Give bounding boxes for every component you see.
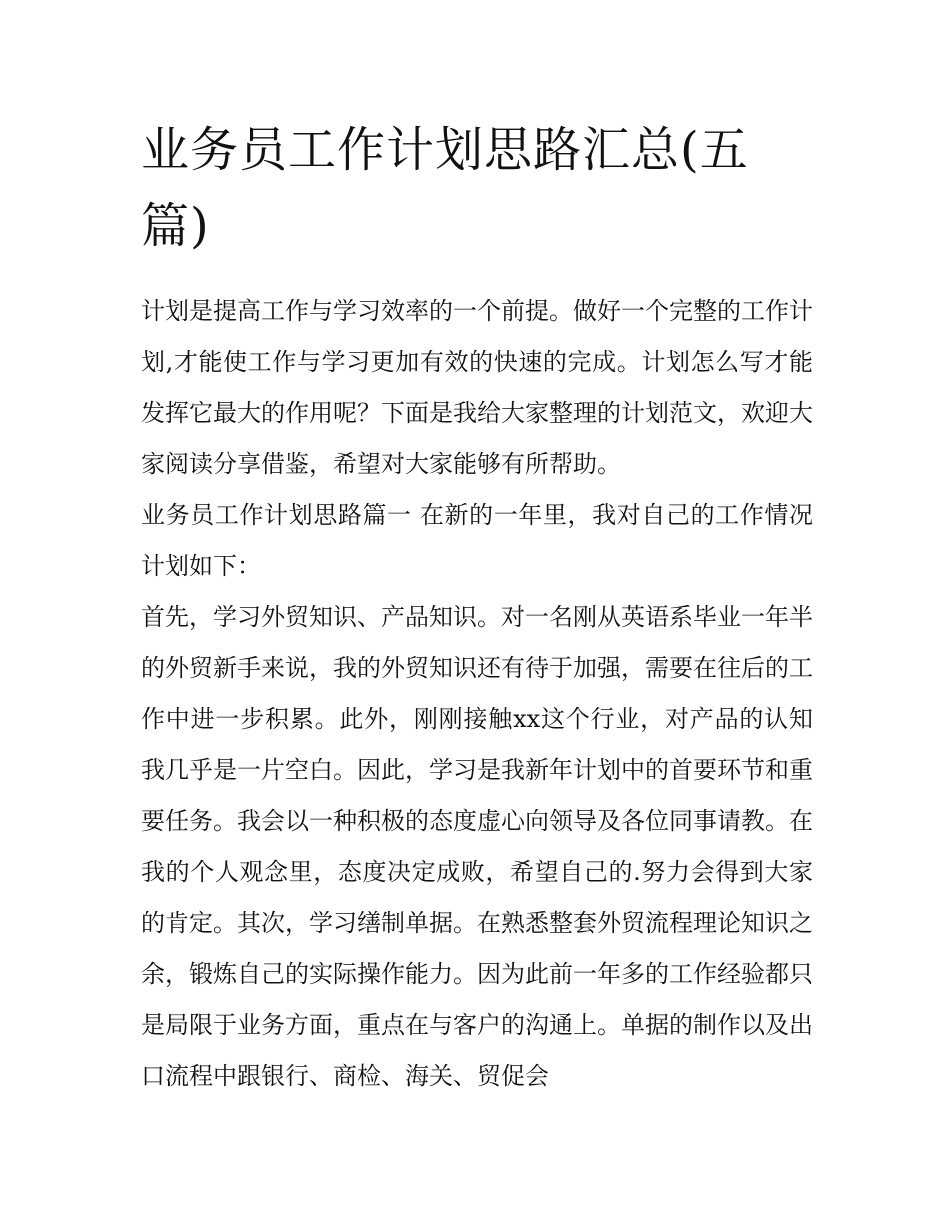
- document-body: [141, 112, 813, 1102]
- intro-paragraph: 计划是提高工作与学习效率的一个前提。做好一个完整的工作计划,才能使工作与学习更加有效的快速的完成。计划怎么写才能发挥它最大的作用呢？下面是我给大家整理的计划范文，欢迎大家阅读分享借鉴，希望对大家能够有所帮助。: [141, 297, 813, 478]
- body-paragraph: 首先，学习外贸知识、产品知识。对一名刚从英语系毕业一年半的外贸新手来说，我的外贸知识还有待于加强，需要在往后的工作中进一步积累。此外，刚刚接触xx这个行业，对产品的认知我几乎是一片空白。因此，学习是我新年计划中的首要环节和重要任务。我会以一种积极的态度虚心向领导及各位同事请教。在我的个人观念里，态度决定成败，希望自己的.努力会得到大家的肯定。其次，学习缮制单据。在熟悉整套外贸流程理论知识之余，锻炼自己的实际操作能力。因为此前一年多的工作经验都只是局限于业务方面，重点在与客户的沟通上。单据的制作以及出口流程中跟银行、商检、海关、贸促会: [141, 603, 813, 1090]
- document-title: 业务员工作计划思路汇总(五篇): [141, 122, 749, 254]
- section-one-heading-paragraph: 业务员工作计划思路篇一 在新的一年里，我对自己的工作情况计划如下：: [141, 501, 813, 580]
